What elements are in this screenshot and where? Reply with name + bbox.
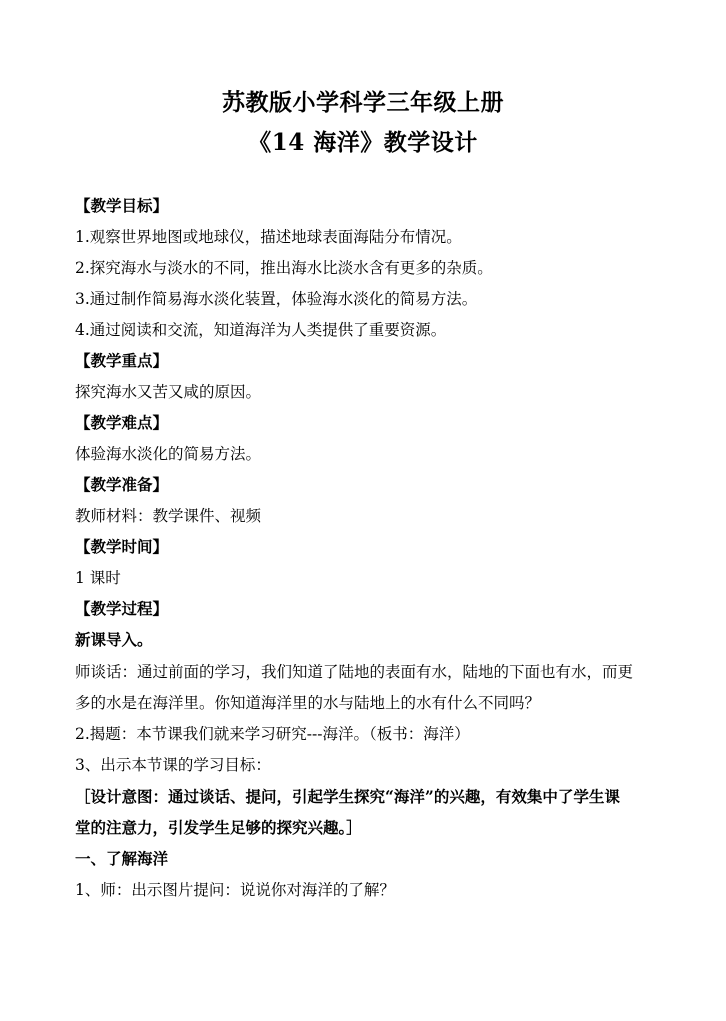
- difficulty-heading: 【教学难点】: [75, 413, 169, 432]
- part1-heading: 一、了解海洋: [75, 849, 169, 868]
- intro-heading: 新课导入。: [75, 630, 153, 649]
- key-text: 探究海水又苦又咸的原因。: [75, 383, 262, 401]
- document-subtitle: 《14 海洋》教学设计: [248, 129, 478, 156]
- process-heading: 【教学过程】: [75, 599, 169, 618]
- objectives-heading: 【教学目标】: [75, 196, 169, 215]
- key-heading: 【教学重点】: [75, 351, 169, 370]
- intro-paragraph-line: 多的水是在海洋里。你知道海洋里的水与陆地上的水有什么不同吗？: [75, 694, 541, 712]
- document-title: 苏教版小学科学三年级上册: [222, 89, 504, 116]
- step-2: 2.揭题：本节课我们就来学习研究---海洋。（板书：海洋）: [75, 725, 470, 743]
- objective-item: 2.探究海水与淡水的不同，推出海水比淡水含有更多的杂质。: [75, 259, 493, 277]
- time-text: 1 课时: [75, 569, 121, 587]
- prep-text: 教师材料：教学课件、视频: [75, 507, 262, 525]
- part1-step-1: 1、师：出示图片提问：说说你对海洋的了解？: [75, 881, 395, 899]
- objective-item: 4.通过阅读和交流，知道海洋为人类提供了重要资源。: [75, 321, 447, 339]
- time-heading: 【教学时间】: [75, 537, 169, 556]
- design-intent-line: ［设计意图：通过谈话、提问，引起学生探究“海洋”的兴趣，有效集中了学生课: [75, 787, 620, 806]
- objective-item: 1.观察世界地图或地球仪，描述地球表面海陆分布情况。: [75, 228, 462, 246]
- objective-item: 3.通过制作简易海水淡化装置，体验海水淡化的简易方法。: [75, 290, 478, 308]
- design-intent-line: 堂的注意力，引发学生足够的探究兴趣。］: [75, 818, 362, 837]
- prep-heading: 【教学准备】: [75, 475, 169, 494]
- intro-paragraph-line: 师谈话：通过前面的学习，我们知道了陆地的表面有水，陆地的下面也有水，而更: [75, 663, 634, 681]
- step-3: 3、出示本节课的学习目标：: [75, 756, 271, 774]
- difficulty-text: 体验海水淡化的简易方法。: [75, 445, 262, 463]
